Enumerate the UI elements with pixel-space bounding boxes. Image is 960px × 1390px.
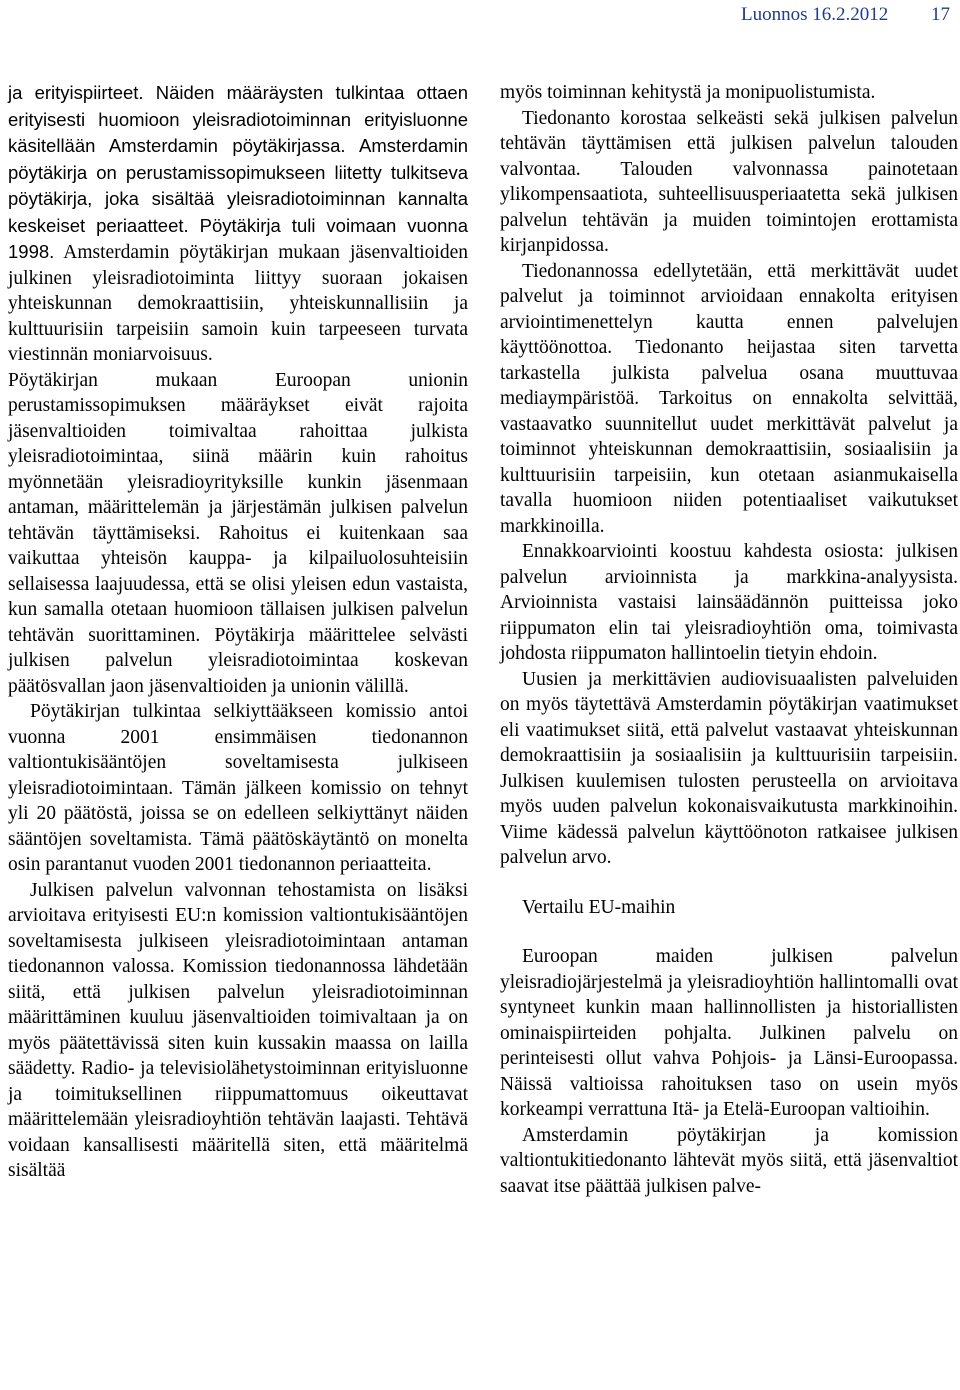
left-column [8,80,468,1184]
draft-date-label: Luonnos 16.2.2012 [741,4,889,25]
paragraph: Uusien ja merkittävien audiovisuaalisten palveluiden on myös täytettävä Amsterdamin pöytäkirjan vaatimukset eli vaatimukset siitä, että palvelut vastaavat yhteiskunnan demokraattisiin ja sosiaalisiin ja kulttuurisiin tarpeisiin. Julkisen kuulemisen tulosten perusteella on arvioitava myös uuden palvelun kokonaisvaikutusta markkinoihin. Viime kädessä palvelun käyttöönoton ratkaisee julkisen palvelun arvo. [500,668,958,868]
paragraph: Pöytäkirjan tulkintaa selkiyttääkseen komissio antoi vuonna 2001 ensimmäisen tiedonannon valtiontukisääntöjen soveltamisesta julkiseen yleisradiotoimintaan. Tämän jälkeen komissio on tehnyt yli 20 päätöstä, joissa se on edelleen selkiyttänyt näiden sääntöjen soveltamista. Tämä päätöskäytäntö on monelta osin parantanut vuoden 2001 tiedonannon periaatteita. [8,701,468,875]
paragraph: myös toiminnan kehitystä ja monipuolistumista. [500,82,876,103]
paragraph: Euroopan maiden julkisen palvelun yleisradiojärjestelmä ja yleisradioyhtiön hallintomalli ovat syntyneet kunkin maan hallinnollisten ja historiallisten ominaispiirteiden pohjalta. Julkinen palvelu on perinteisesti ollut vahva Pohjois- ja Länsi-Euroopassa. Näissä valtioissa rahoituksen taso on usein myös korkeampi verrattuna Itä- ja Etelä-Euroopan valtioihin. [500,946,958,1120]
paragraph: Julkisen palvelun valvonnan tehostamista on lisäksi arvioitava erityisesti EU:n komission valtiontukisääntöjen soveltamisesta julkiseen yleisradiotoimintaan antaman tiedonannon valossa. Komission tiedonannossa lähdetään siitä, että julkisen palvelun yleisradiotoiminnan määrittäminen kuuluu jäsenvaltioiden toimivaltaan ja on myös päätettävissä siten kuin kussakin maassa on lailla säädetty. Radio- ja televisiolähetystoiminnan erityisluonne ja toimituksellinen riippumattomuus oikeuttavat määrittelemään yleisradioyhtiön tehtävän laajasti. Tehtävä voidaan kansallisesti määritellä siten, että määritelmä sisältää [8,879,468,1181]
paragraph: Amsterdamin pöytäkirjan ja komission valtiontukitiedonanto lähtevät myös siitä, että jäsenvaltiot saavat itse päättää julkisen palve- [500,1124,958,1197]
page-header [741,4,950,26]
paragraph-text: Amsterdamin pöytäkirjan mukaan jäsenvaltioiden julkinen yleisradiotoiminta liittyy suoraan jokaisen yhteiskunnan demokraattisiin, yhteiskunnallisiin ja kulttuurisiin tarpeisiin samoin kuin tarpeeseen turvata viestinnän moniarvoisuus. [8,242,468,365]
paragraph-text-sans: ja erityispiirteet. Näiden määräysten tulkintaa ottaen erityisesti huomioon yleisradiotoiminnan erityisluonne käsitellään Amsterdamin pöytäkirjassa. Amsterdamin pöytäkirja on perustamissopimukseen liitetty tulkitseva pöytäkirja, joka sisältää yleisradiotoiminnan kannalta keskeiset periaatteet. Pöytäkirja tuli voimaan vuonna 1998. [8,82,468,262]
right-column [500,80,958,1199]
paragraph [8,80,468,368]
paragraph: Tiedonanto korostaa selkeästi sekä julkisen palvelun tehtävän täyttämisen että julkisen palvelun talouden valvontaa. Talouden valvonnassa painotetaan ylikompensaatiota, suhteellisuusperiaatetta sekä julkisen palvelun tehtävän ja muiden toimintojen erottamista kirjanpidossa. [500,107,958,256]
page-number: 17 [931,4,950,25]
paragraph: Pöytäkirjan mukaan Euroopan unionin perustamissopimuksen määräykset eivät rajoita jäsenvaltioiden toimivaltaa rahoittaa julkista yleisradiotoimintaa, siinä määrin kuin rahoitus myönnetään yleisradioyrityksille kunkin jäsenmaan antaman, määrittelemän ja järjestämän julkisen palvelun tehtävän täyttämiseksi. Rahoitus ei kuitenkaan saa vaikuttaa yhteisön kauppa- ja kilpailuolosuhteisiin sellaisessa laajuudessa, että se olisi yleisen edun vastaista, kun samalla otetaan huomioon tällaisen julkisen palvelun tehtävän suorittaminen. Pöytäkirja määrittelee selvästi julkisen palvelun yleisradiotoimintaa koskevan päätösvallan jaon jäsenvaltioiden ja unionin välillä. [8,369,468,697]
paragraph: Tiedonannossa edellytetään, että merkittävät uudet palvelut ja toiminnot arvioidaan ennakolta erityisen arviointimenettelyn kautta ennen palvelujen käyttöönottoa. Tiedonanto heijastaa siten tarvetta tarkastella julkista palvelua osana muuttuvaa mediaympäristöä. Tarkoitus on ennakolta selvittää, vastaavatko suunnitellut uudet merkittävät palvelut ja toiminnot yhteiskunnan demokraattisiin, sosiaalisiin ja kulttuurisiin tarpeisiin, kun otetaan asianmukaisella tavalla huomioon niiden potentiaaliset vaikutukset markkinoilla. [500,260,958,537]
paragraph: Ennakkoarviointi koostuu kahdesta osiosta: julkisen palvelun arvioinnista ja markkina-analyysista. Arvioinnista vastaisi lainsäädännön puitteissa joko riippumaton elin tai yleisradioyhtiön oma, toimivasta johdosta riippumaton hallintoelin tietyin ehdoin. [500,541,958,664]
section-heading: Vertailu EU-maihin [522,896,676,918]
